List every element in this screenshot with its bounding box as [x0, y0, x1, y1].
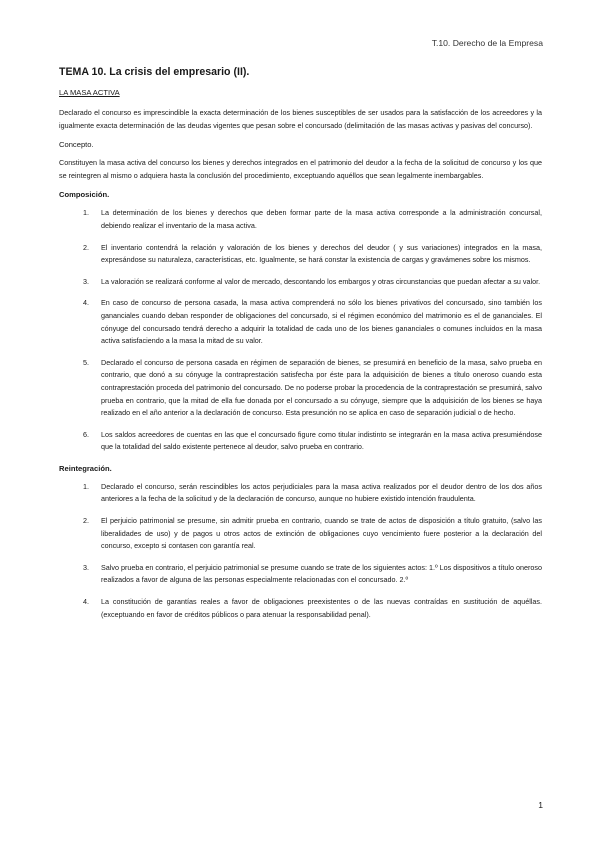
list-item — [59, 207, 542, 232]
list-item — [59, 429, 542, 454]
subheading-composicion: Composición. — [59, 190, 110, 200]
list-number: 3. — [83, 562, 89, 572]
list-item — [59, 481, 542, 506]
subheading-reintegracion: Reintegración. — [59, 463, 112, 473]
list-item — [59, 357, 542, 420]
list-text: El inventario contendrá la relación y valoración de los bienes y derechos del deudor ( y sus variaciones) integrados en la masa, expresándose su naturaleza, características, etc. Igualmente, se hará constar la existencia de cargas y gravámenes sobre los mismos. — [101, 242, 542, 265]
page-content — [59, 66, 542, 631]
list-text: Declarado el concurso, serán rescindibles los actos perjudiciales para la masa activa realizados por el deudor dentro de los dos años anteriores a la fecha de la solicitud y de la declaración de concurso, aunque no hubiere existido intención fraudulenta. — [101, 481, 542, 504]
list-number: 6. — [83, 429, 89, 439]
list-text: El perjuicio patrimonial se presume, sin admitir prueba en contrario, cuando se trate de actos de disposición a título gratuito, (salvo las liberalidades de uso) y de pagos u otros actos de extinción de obligaciones cuyo vencimiento fuere posterior a la declaración del concurso, excepto si contasen con garantía real. — [101, 516, 542, 551]
list-number: 1. — [83, 208, 89, 218]
list-item — [59, 276, 542, 289]
list-item — [59, 596, 542, 621]
list-text: Los saldos acreedores de cuentas en las que el concursado figure como titular indistinto se integrarán en la masa activa presumiéndose que la totalidad del saldo existente pertenece al deudor, salvo prueba en contrario. — [101, 429, 542, 452]
intro-paragraph: Declarado el concurso es imprescindible la exacta determinación de los bienes susceptibles de ser usados para la satisfacción de los acreedores y la igualmente exacta determinación de las deudas vigentes que pesan sobre el concursado (delimitación de las masas activas y pasivas del concurso). — [59, 108, 542, 130]
composicion-list — [59, 207, 542, 454]
list-number: 2. — [83, 242, 89, 252]
list-item — [59, 297, 542, 347]
section-heading-masa-activa: LA MASA ACTIVA — [59, 88, 120, 97]
list-text: En caso de concurso de persona casada, la masa activa comprenderá no sólo los bienes privativos del concursado, sino también los gananciales cuando deban responder de obligaciones del concursado, si el régimen económico del matrimonio es el de gananciales. El cónyuge del concursado tendrá derecho a adquirir la totalidad de cada uno de los bienes gananciales o comunes incluidos en la masa activa satisfaciendo a la masa la mitad de su valor. — [101, 298, 542, 346]
list-text: La determinación de los bienes y derechos que deben formar parte de la masa activa corresponde a la administración concursal, debiendo realizar el inventario de la masa activa. — [101, 208, 542, 230]
list-item — [59, 242, 542, 267]
list-text: Salvo prueba en contrario, el perjuicio patrimonial se presume cuando se trate de los siguientes actos: 1.º Los dispositivos a título oneroso realizados a favor de alguna de las personas especialmente relacionadas con el concursado. 2.º — [101, 562, 542, 585]
list-item — [59, 562, 542, 587]
list-number: 1. — [83, 481, 89, 491]
list-number: 5. — [83, 357, 89, 367]
list-text: La valoración se realizará conforme al valor de mercado, descontando los embargos y otras circunstancias que puedan afectar a su valor. — [101, 276, 541, 286]
subheading-concepto: Concepto. — [59, 140, 94, 150]
page-number: 1 — [538, 800, 543, 810]
list-number: 3. — [83, 276, 89, 286]
list-item — [59, 515, 542, 553]
list-number: 2. — [83, 516, 89, 526]
list-number: 4. — [83, 597, 89, 607]
list-text: Declarado el concurso de persona casada en régimen de separación de bienes, se presumirá en beneficio de la masa, salvo prueba en contrario, que donó a su cónyuge la contraprestación satisfecha por éste para la adquisición de bienes a título oneroso cuando esta contraprestación proceda del patrimonio del concursado. De no poderse probar la procedencia de la contraprestación se presumirá, salvo prueba en contrario, que la mitad de ella fue donada por el concursado a su cónyuge, siempre que la adquisición de los bienes se haya realizado en el año anterior a la declaración de concurso. Esta presunción no se aplica en caso de separación judicial o de hecho. — [101, 357, 542, 418]
concepto-paragraph: Constituyen la masa activa del concurso los bienes y derechos integrados en el patrimonio del deudor a la fecha de la solicitud de concurso y los que se reintegren al mismo o adquiera hasta la conclusión del procedimiento, exceptuando aquéllos que sean legalmente inembargables. — [59, 158, 542, 180]
page-title: TEMA 10. La crisis del empresario (II). — [59, 66, 250, 78]
list-text: La constitución de garantías reales a favor de obligaciones preexistentes o de las nuevas contraídas en sustitución de aquéllas. (exceptuando en favor de créditos públicos o para atenuar la responsabilidad penal). — [101, 597, 542, 619]
reintegracion-list — [59, 481, 542, 621]
list-number: 4. — [83, 298, 89, 308]
running-header: T.10. Derecho de la Empresa — [431, 38, 543, 48]
